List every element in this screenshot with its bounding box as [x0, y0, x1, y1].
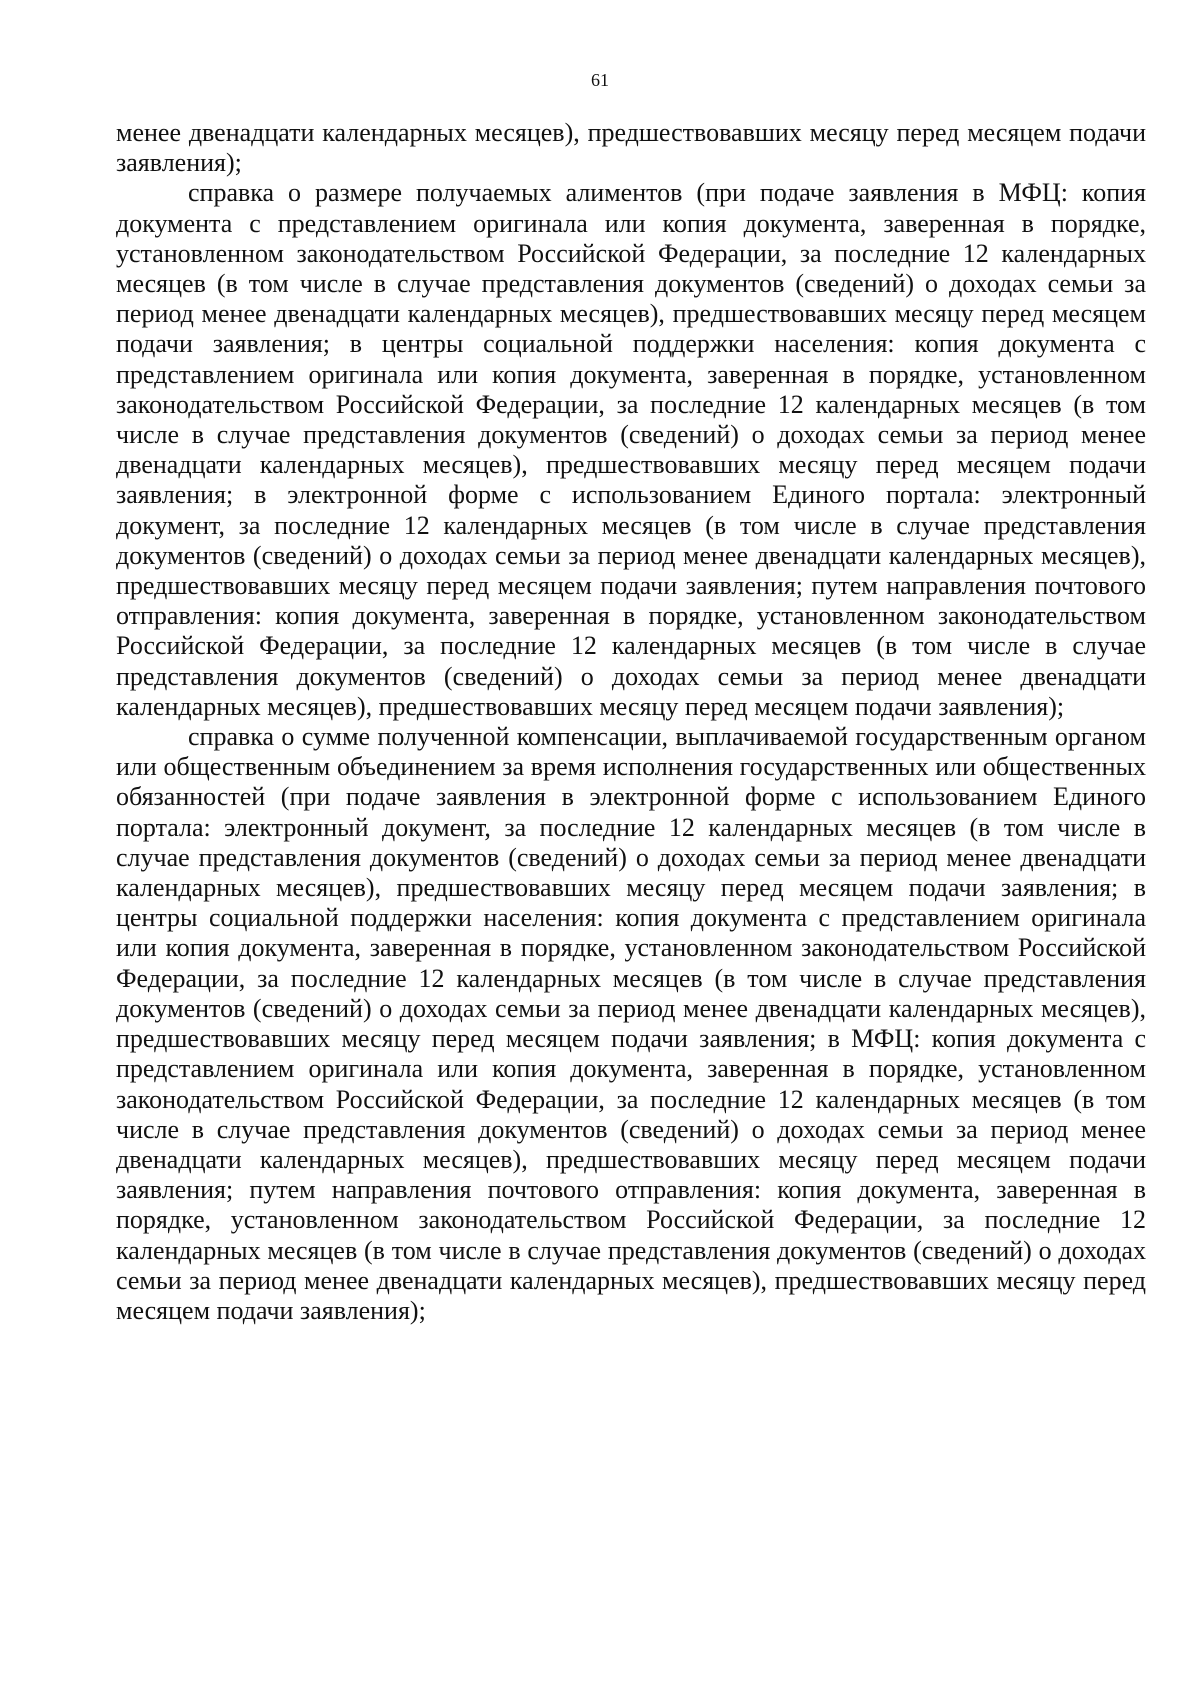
paragraph-compensation-certificate: справка о сумме полученной компенсации, выплачиваемой государственным органом или общественным объединением за время исполнения государственных или общественных обязанностей (при подаче заявления в электронной форме с использованием Единого портала: электронный документ, за последние 12 календарных месяцев (в том числе в случае представления документов (сведений) о доходах семьи за период менее двенадцати календарных месяцев), предшествовавших месяцу перед месяцем подачи заявления; в центры социальной поддержки населения: копия документа с представлением оригинала или копия документа, заверенная в порядке, установленном законодательством Российской Федерации, за последние 12 календарных месяцев (в том числе в случае представления документов (сведений) о доходах семьи за период менее двенадцати календарных месяцев), предшествовавших месяцу перед месяцем подачи заявления; в МФЦ: копия документа с представлением оригинала или копия документа, заверенная в порядке, установленном законодательством Российской Федерации, за последние 12 календарных месяцев (в том числе в случае представления документов (сведений) о доходах семьи за период менее двенадцати календарных месяцев), предшествовавших месяцу перед месяцем подачи заявления; путем направления почтового отправления: копия документа, заверенная в порядке, установленном законодательством Российской Федерации, за последние 12 календарных месяцев (в том числе в случае представления документов (сведений) о доходах семьи за период менее двенадцати календарных месяцев), предшествовавших месяцу перед месяцем подачи заявления);	[116, 722, 1146, 1325]
document-body	[116, 118, 1146, 1326]
paragraph-alimony-certificate: справка о размере получаемых алиментов (при подаче заявления в МФЦ: копия документа с представлением оригинала или копия документа, заверенная в порядке, установленном законодательством Российской Федерации, за последние 12 календарных месяцев (в том числе в случае представления документов (сведений) о доходах семьи за период менее двенадцати календарных месяцев), предшествовавших месяцу перед месяцем подачи заявления; в центры социальной поддержки населения: копия документа с представлением оригинала или копия документа, заверенная в порядке, установленном законодательством Российской Федерации, за последние 12 календарных месяцев (в том числе в случае представления документов (сведений) о доходах семьи за период менее двенадцати календарных месяцев), предшествовавших месяцу перед месяцем подачи заявления; в электронной форме с использованием Единого портала: электронный документ, за последние 12 календарных месяцев (в том числе в случае представления документов (сведений) о доходах семьи за период менее двенадцати календарных месяцев), предшествовавших месяцу перед месяцем подачи заявления; путем направления почтового отправления: копия документа, заверенная в порядке, установленном законодательством Российской Федерации, за последние 12 календарных месяцев (в том числе в случае представления документов (сведений) о доходах семьи за период менее двенадцати календарных месяцев), предшествовавших месяцу перед месяцем подачи заявления);	[116, 178, 1146, 721]
paragraph-continuation: менее двенадцати календарных месяцев), предшествовавших месяцу перед месяцем подачи заявления);	[116, 118, 1146, 178]
page-number: 61	[591, 70, 609, 90]
